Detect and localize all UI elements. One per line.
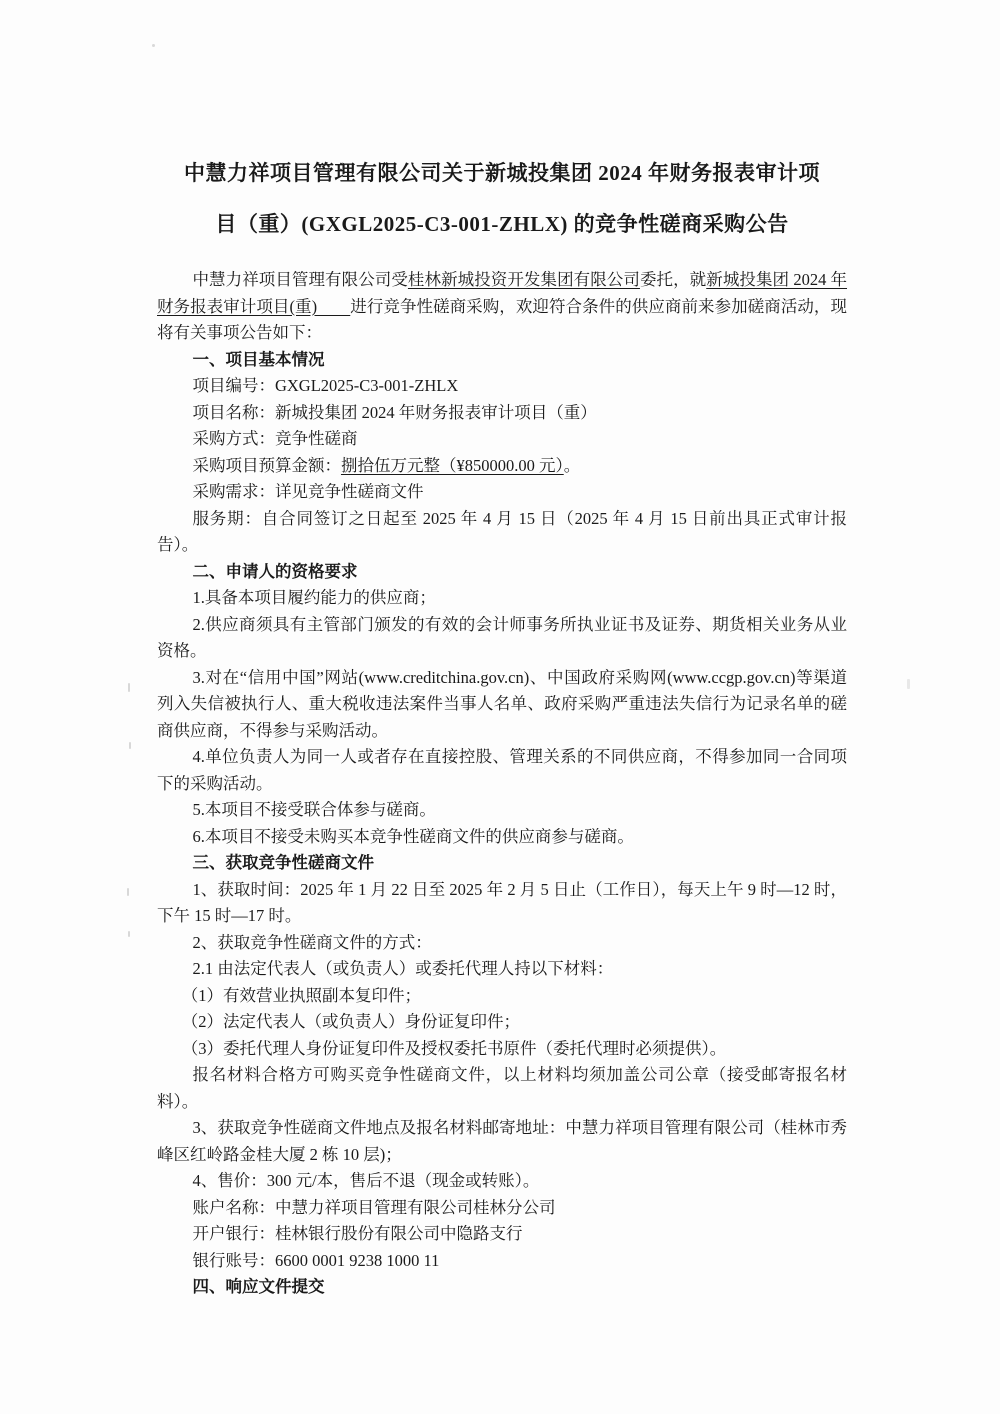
title-line-2: 目（重）(GXGL2025-C3-001-ZHLX) 的竞争性磋商采购公告: [215, 212, 789, 236]
bank-line: 开户银行：桂林银行股份有限公司中隐路支行: [192, 1224, 523, 1243]
client-name-underlined: 桂林新城投资开发集团有限公司: [407, 270, 640, 289]
intro-post: 进行竞争性磋商采购，欢迎符合条件的供应商前来参加磋商活动，现将有关事项公告如下：: [157, 296, 847, 342]
scan-artifact: [128, 931, 130, 937]
material-item-2: （2）法定代表人（或负责人）身份证复印件；: [181, 1012, 520, 1031]
obtain-time-line: 1、获取时间：2025 年 1 月 22 日至 2025 年 2 月 5 日止（工作日），每天上午 9 时—12 时，下午 15 时—17 时。: [157, 879, 847, 925]
project-number-line: 项目编号：GXGL2025-C3-001-ZHLX: [192, 376, 459, 395]
project-name-line: 项目名称：新城投集团 2024 年财务报表审计项目（重）: [192, 402, 597, 422]
account-name-line: 账户名称：中慧力祥项目管理有限公司桂林分公司: [192, 1197, 556, 1217]
budget-label: 采购项目预算金额：: [192, 455, 341, 475]
section2-heading: 二、申请人的资格要求: [192, 561, 358, 581]
intro-mid: 委托，就: [639, 270, 707, 289]
scan-artifact: [152, 44, 155, 47]
procurement-demand-line: 采购需求：详见竞争性磋商文件: [192, 482, 424, 501]
section1-heading: 一、项目基本情况: [192, 349, 325, 369]
budget-amount-underlined: 捌拾伍万元整（¥850000.00 元）: [340, 455, 564, 475]
registration-note-line: 报名材料合格方可购买竞争性磋商文件，以上材料均须加盖公司公章（接受邮寄报名材料）。: [157, 1065, 847, 1111]
scan-artifact: [127, 888, 129, 896]
obtain-address-line: 3、获取竞争性磋商文件地点及报名材料邮寄地址：中慧力祥项目管理有限公司（桂林市秀峰区红岭路金桂大厦 2 栋 10 层)；: [157, 1118, 847, 1164]
document-content: [157, 148, 847, 1301]
section3-heading: 三、获取竞争性磋商文件: [192, 853, 374, 872]
section4-heading: 四、响应文件提交: [192, 1277, 325, 1296]
material-item-1: （1）有效营业执照副本复印件；: [181, 985, 421, 1005]
account-number-line: 银行账号：6600 0001 9238 1000 11: [192, 1250, 440, 1270]
material-item-3: （3）委托代理人身份证复印件及授权委托书原件（委托代理时必须提供）。: [181, 1038, 727, 1058]
qualification-item-4: 4.单位负责人为同一人或者存在直接控股、管理关系的不同供应商，不得参加同一合同项下的采购活动。: [157, 747, 847, 793]
qualification-item-2: 2.供应商须具有主管部门颁发的有效的会计师事务所执业证书及证券、期货相关业务从业资格。: [157, 614, 847, 660]
title-line-1: 中慧力祥项目管理有限公司关于新城投集团 2024 年财务报表审计项: [184, 161, 820, 185]
document-body: [157, 267, 847, 1301]
obtain-method-2-1-line: 2.1 由法定代表人（或负责人）或委托代理人持以下材料：: [192, 959, 614, 978]
qualification-item-5: 5.本项目不接受联合体参与磋商。: [192, 800, 436, 819]
project-name-underlined: 新城投集团 2024 年财务报表审计项目(重): [157, 270, 848, 316]
scan-artifact: [129, 742, 131, 749]
qualification-item-1: 1.具备本项目履约能力的供应商；: [192, 588, 436, 607]
procurement-method-line: 采购方式：竞争性磋商: [192, 429, 358, 448]
intro-pre: 中慧力祥项目管理有限公司受: [192, 270, 408, 289]
qualification-item-3: 3.对在“信用中国”网站(www.creditchina.gov.cn)、中国政府采购网(www.ccgp.gov.cn)等渠道列入失信被执行人、重大税收违法案件当事人名单、政府采购严重违法失信行为记录名单的磋商供应商，不得参与采购活动。: [157, 667, 847, 740]
budget-line: [157, 453, 847, 480]
obtain-method-line: 2、获取竞争性磋商文件的方式：: [192, 932, 432, 952]
intro-paragraph: [157, 267, 847, 347]
scan-artifact: [907, 679, 910, 689]
qualification-item-6: 6.本项目不接受未购买本竞争性磋商文件的供应商参与磋商。: [192, 826, 634, 846]
budget-period: 。: [563, 455, 581, 475]
scan-artifact: [128, 683, 130, 692]
service-period-line: 服务期：自合同签订之日起至 2025 年 4 月 15 日（2025 年 4 月 15 日前出具正式审计报告）。: [157, 508, 847, 554]
document-title: [157, 148, 847, 250]
price-line: 4、售价：300 元/本，售后不退（现金或转账）。: [192, 1171, 540, 1190]
